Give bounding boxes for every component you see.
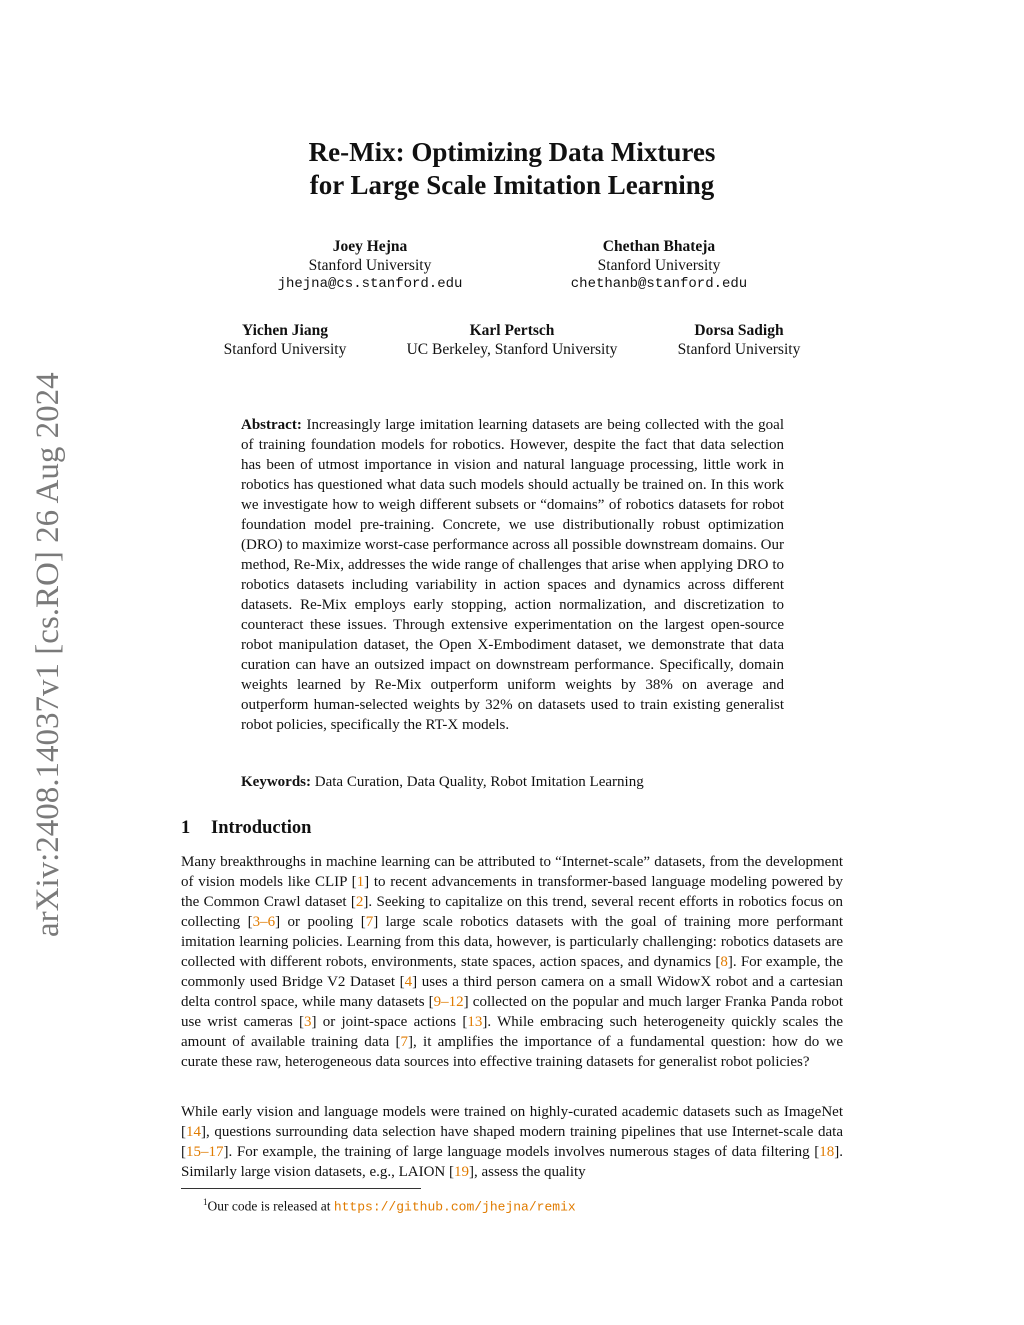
author-name: Yichen Jiang xyxy=(242,322,328,339)
title-line-2: for Large Scale Imitation Learning xyxy=(309,170,715,200)
author-name: Karl Pertsch xyxy=(469,322,555,339)
citation-link[interactable]: 7 xyxy=(400,1034,409,1050)
author-affiliation: Stanford University xyxy=(677,341,801,358)
abstract-label: Abstract: xyxy=(241,417,302,433)
title-line-1: Re-Mix: Optimizing Data Mixtures xyxy=(308,137,716,167)
paragraph-text: ] or joint-space actions [ xyxy=(311,1014,468,1030)
citation-link[interactable]: 14 xyxy=(186,1124,201,1140)
keywords-label: Keywords: xyxy=(241,774,311,790)
paragraph-text: ] or pooling [ xyxy=(275,914,366,930)
citation-link[interactable]: 3 xyxy=(303,1014,312,1030)
citation-link[interactable]: 15–17 xyxy=(186,1144,224,1160)
author-block xyxy=(392,321,632,359)
paragraph-text: ] large scale robotics datasets with the goal of training more performant imitation learning policies. Learning from this data, however, is particularly challenging: robotics datasets are collected with different robots, environments, state spaces, action spaces, and dynamics [ xyxy=(181,914,844,970)
citation-link[interactable]: 8 xyxy=(720,954,728,970)
keywords xyxy=(241,772,801,792)
footnote xyxy=(203,1193,576,1217)
paragraph-text: Many breakthroughs in machine learning can be attributed to “Internet-scale” datasets, from the development of vision models like CLIP [ xyxy=(181,854,843,890)
paragraph-text: ] to recent advancements in transformer-based language modeling powered by the Common Crawl dataset [ xyxy=(181,874,843,910)
author-affiliation: Stanford University xyxy=(308,257,432,274)
author-block xyxy=(654,321,824,359)
citation-link[interactable]: 7 xyxy=(365,914,374,930)
abstract xyxy=(241,415,784,735)
author-block xyxy=(200,321,370,359)
citation-link[interactable]: 3–6 xyxy=(252,914,276,930)
author-affiliation: Stanford University xyxy=(223,341,347,358)
paragraph-text: While early vision and language models were trained on highly-curated academic datasets such as ImageNet [ xyxy=(181,1104,843,1140)
author-email[interactable]: chethanb@stanford.edu xyxy=(570,276,748,292)
citation-link[interactable]: 9–12 xyxy=(433,994,464,1010)
paragraph-text: ], it amplifies the importance of a fundamental question: how do we curate these raw, heterogeneous data sources into effective training datasets for generalist robot policies? xyxy=(181,1034,843,1070)
paragraph-text: ] collected on the popular and much larger Franka Panda robot use wrist cameras [ xyxy=(181,994,844,1030)
arxiv-stamp-text: arXiv:2408.14037v1 [cs.RO] 26 Aug 2024 xyxy=(30,372,66,937)
section-title: Introduction xyxy=(211,818,312,838)
citation-link[interactable]: 13 xyxy=(467,1014,483,1030)
author-affiliation: Stanford University xyxy=(597,257,721,274)
paragraph-text: ]. For example, the commonly used Bridge V2 Dataset [ xyxy=(181,954,843,990)
section-number: 1 xyxy=(181,818,191,838)
author-affiliation: UC Berkeley, Stanford University xyxy=(406,341,618,358)
code-link[interactable]: https://github.com/jhejna/remix xyxy=(333,1199,576,1215)
paragraph-text: ]. Seeking to capitalize on this trend, several recent efforts in robotics focus on collecting [ xyxy=(181,894,843,930)
footnote-mark: 1 xyxy=(203,1197,208,1207)
author-block xyxy=(554,237,764,294)
author-name: Dorsa Sadigh xyxy=(694,322,784,339)
body-paragraph xyxy=(181,1102,843,1182)
arxiv-stamp xyxy=(22,345,72,945)
footnote-text: Our code is released at xyxy=(207,1198,334,1214)
abstract-text: Increasingly large imitation learning datasets are being collected with the goal of training foundation models for robotics. However, despite the fact that data selection has been of utmost importance in vision and natural language processing, little work in robotics has questioned what data such models should actually be trained on. In this work we investigate how to weigh different subsets or “domains” of robotics datasets for robot foundation model pre-training. Concrete, we use distributionally robust optimization (DRO) to maximize worst-case performance across all possible downstream domains. Our method, Re-Mix, addresses the wide range of challenges that arise when applying DRO to robotics datasets including variability in action spaces and dynamics across different datasets. Re-Mix employs early stopping, action normalization, and discretization to counteract these issues. Through extensive experimentation on the largest open-source robot manipulation dataset, the Open X-Embodiment dataset, we demonstrate that data curation can have an outsized impact on downstream performance. Specifically, domain weights learned by Re-Mix outperform uniform weights by 38% on average and outperform human-selected weights by 32% on datasets used to train existing generalist robot policies, specifically the RT-X models. xyxy=(241,417,784,733)
paragraph-text: ]. Similarly large vision datasets, e.g., LAION [ xyxy=(181,1144,843,1180)
paragraph-text: ] uses a third person camera on a small WidowX robot and a cartesian delta control space, while many datasets [ xyxy=(181,974,844,1010)
paper-title xyxy=(0,136,1024,202)
keywords-text: Data Curation, Data Quality, Robot Imitation Learning xyxy=(314,774,644,790)
author-email[interactable]: jhejna@cs.stanford.edu xyxy=(277,276,463,292)
author-block xyxy=(270,237,470,294)
author-name: Chethan Bhateja xyxy=(602,238,716,255)
footnote-rule xyxy=(181,1188,421,1189)
body-paragraph xyxy=(181,852,843,1072)
paragraph-text: ], assess the quality xyxy=(469,1164,586,1180)
citation-link[interactable]: 18 xyxy=(819,1144,835,1160)
paragraph-text: ]. For example, the training of large language models involves numerous stages of data filtering [ xyxy=(223,1144,820,1160)
citation-link[interactable]: 2 xyxy=(355,894,364,910)
citation-link[interactable]: 4 xyxy=(404,974,413,990)
author-name: Joey Hejna xyxy=(332,238,408,255)
citation-link[interactable]: 1 xyxy=(356,874,365,890)
paragraph-text: ], questions surrounding data selection have shaped modern training pipelines that use Internet-scale data [ xyxy=(181,1124,843,1160)
section-heading xyxy=(181,818,311,839)
paragraph-text: ]. While embracing such heterogeneity quickly scales the amount of available training data [ xyxy=(181,1014,844,1050)
citation-link[interactable]: 19 xyxy=(454,1164,470,1180)
